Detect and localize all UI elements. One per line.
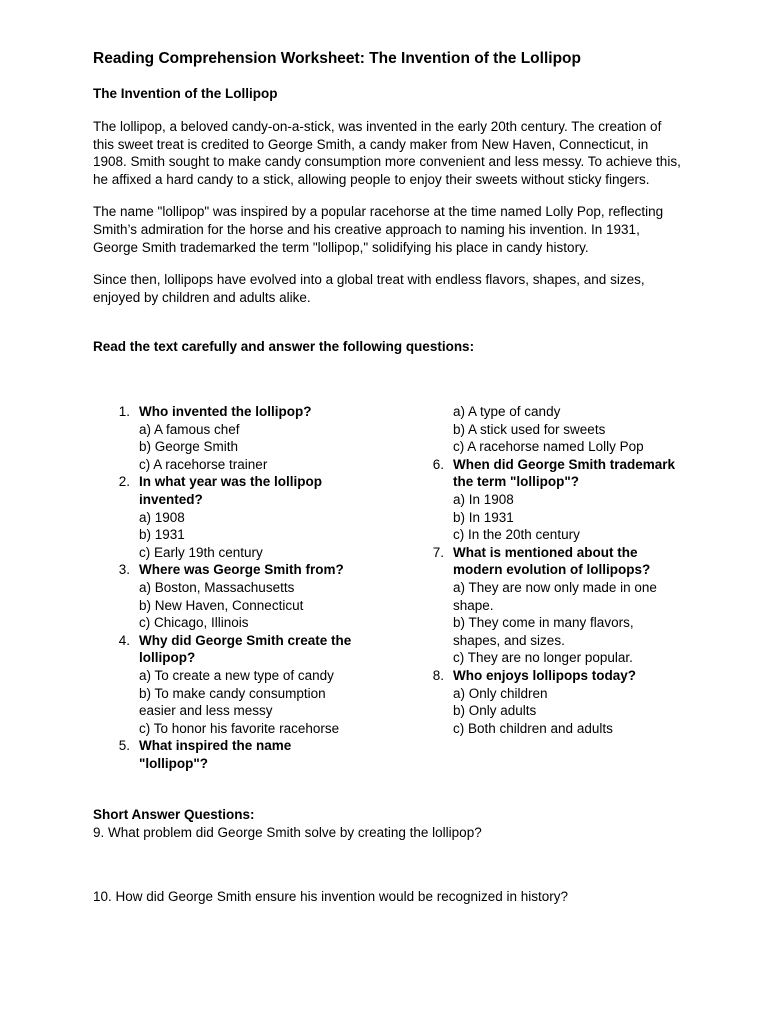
answer-option: b) 1931	[139, 527, 185, 543]
question-number: 7.	[432, 544, 444, 560]
answer-option: b) George Smith	[139, 439, 239, 455]
question-6	[420, 456, 682, 544]
question-text: Who invented the lollipop?	[139, 404, 312, 419]
answer-option: b) A stick used for sweets	[453, 421, 606, 437]
question-text: Why did George Smith create the lollipop?	[139, 632, 352, 666]
question-4	[106, 632, 358, 738]
question-number: 6.	[432, 456, 444, 472]
answer-option: c) In the 20th century	[453, 527, 580, 543]
answer-option: a) 1908	[139, 509, 185, 525]
answer-option: b) Only adults	[453, 703, 537, 719]
answer-option: c) To honor his favorite racehorse	[139, 720, 340, 736]
question-number: 2.	[118, 474, 130, 490]
answer-option: c) Early 19th century	[139, 544, 263, 560]
question-5	[106, 737, 358, 772]
answer-option: a) Only children	[453, 685, 548, 701]
questions-column-right	[420, 403, 682, 737]
question-7	[420, 544, 682, 667]
question-number: 5.	[118, 738, 130, 754]
answer-option: c) A racehorse named Lolly Pop	[453, 439, 644, 455]
short-answer-question-10: 10. How did George Smith ensure his invention would be recognized in history?	[93, 889, 569, 904]
question-8	[420, 667, 682, 737]
answer-option: a) Boston, Massachusetts	[139, 579, 295, 595]
question-text: In what year was the lollipop invented?	[139, 474, 323, 507]
instructions: Read the text carefully and answer the following questions:	[93, 339, 475, 354]
short-answer-question-9: 9. What problem did George Smith solve by creating the lollipop?	[93, 825, 482, 840]
answer-option: a) They are now only made in one shape.	[453, 579, 657, 613]
question-text: What inspired the name "lollipop"?	[139, 738, 292, 771]
question-number: 4.	[118, 632, 130, 648]
answer-option: a) A famous chef	[139, 421, 240, 437]
question-text: Where was George Smith from?	[139, 562, 344, 578]
question-number: 8.	[432, 667, 444, 683]
passage-title: The Invention of the Lollipop	[93, 86, 278, 101]
answer-option: b) New Haven, Connecticut	[139, 597, 304, 613]
question-5-options	[420, 403, 682, 456]
answer-option: c) They are no longer popular.	[453, 650, 633, 666]
passage-paragraph-3: Since then, lollipops have evolved into a global treat with endless flavors, shapes, and sizes, enjoyed by children and adults alike.	[93, 272, 645, 305]
answer-option: c) Both children and adults	[453, 720, 613, 736]
short-answer-heading: Short Answer Questions:	[93, 807, 255, 822]
answer-option: a) A type of candy	[453, 404, 561, 419]
question-3	[106, 561, 358, 631]
questions-column-left	[106, 403, 358, 772]
answer-option: b) In 1931	[453, 509, 514, 525]
answer-option: b) To make candy consumption easier and less messy	[139, 685, 326, 719]
question-text: What is mentioned about the modern evolution of lollipops?	[453, 544, 651, 578]
worksheet-title: Reading Comprehension Worksheet: The Invention of the Lollipop	[93, 50, 581, 67]
passage-paragraph-2: The name "lollipop" was inspired by a popular racehorse at the time named Lolly Pop, reflecting Smith’s admiration for the horse and his creative approach to naming his invention. In 1931, George Smith trademarked the term "lollipop," solidifying his place in candy history.	[93, 204, 664, 255]
question-1	[106, 403, 358, 473]
question-number: 1.	[118, 404, 130, 419]
passage	[93, 118, 683, 321]
question-text: Who enjoys lollipops today?	[453, 667, 637, 683]
answer-option: a) In 1908	[453, 491, 514, 507]
answer-option: c) Chicago, Illinois	[139, 615, 249, 631]
question-2	[106, 473, 358, 561]
question-text: When did George Smith trademark the term "lollipop"?	[453, 456, 676, 490]
answer-option: b) They come in many flavors, shapes, and sizes.	[453, 615, 634, 648]
passage-paragraph-1: The lollipop, a beloved candy-on-a-stick, was invented in the early 20th century. The creation of this sweet treat is credited to George Smith, a candy maker from New Haven, Connecticut, in 1908. Smith sought to make candy consumption more convenient and less messy. To achieve this, he affixed a hard candy to a stick, allowing people to enjoy their sweets without sticky fingers.	[93, 119, 681, 187]
question-number: 3.	[118, 562, 130, 578]
answer-option: a) To create a new type of candy	[139, 667, 334, 683]
answer-option: c) A racehorse trainer	[139, 456, 268, 472]
